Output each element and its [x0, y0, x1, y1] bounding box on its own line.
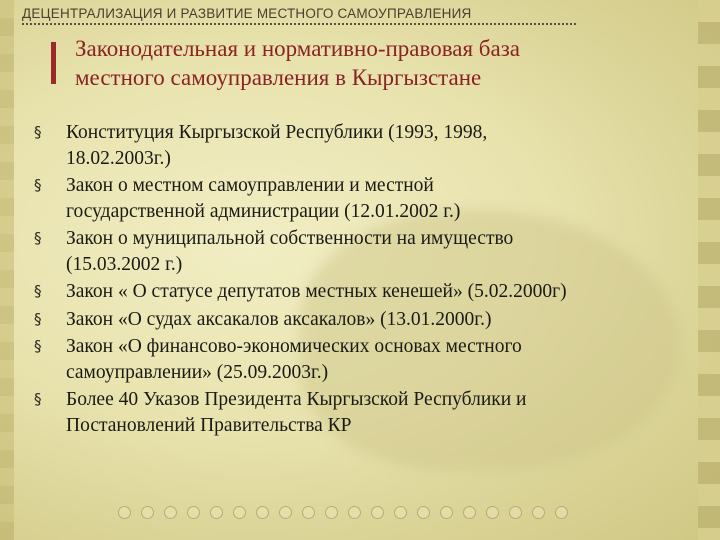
circle-icon [325, 506, 338, 519]
circle-icon [532, 506, 545, 519]
list-item-line: государственной администрации (12.01.2002 г.) [66, 200, 461, 222]
slide-title-line-2: местного самоуправления в Кыргызстане [75, 65, 482, 90]
slide-title [75, 34, 695, 92]
bullet-icon: § [34, 337, 42, 355]
circle-icon [118, 506, 131, 519]
list-item-line: Закон о муниципальной собственности на имущество [66, 228, 514, 249]
circle-icon [394, 506, 407, 519]
bullet-icon: § [34, 282, 42, 300]
bullet-icon: § [34, 309, 42, 328]
bullet-icon: § [34, 123, 42, 141]
list-item-line: Закон о местном самоуправлении и местной [66, 175, 434, 196]
list-item-line: Закон «О судах аксакалов аксакалов» (13.01.2000г.) [66, 308, 492, 330]
title-accent-bar [51, 42, 56, 84]
header-title: ДЕЦЕНТРАЛИЗАЦИЯ И РАЗВИТИЕ МЕСТНОГО САМОУПРАВЛЕНИЯ [22, 6, 472, 21]
list-item [34, 334, 714, 385]
circle-icon [256, 506, 269, 519]
list-item-line: Закон «О финансово-экономических основах местного [66, 336, 522, 357]
circle-icon [141, 506, 154, 519]
bullet-icon: § [34, 229, 42, 247]
circle-icon [348, 506, 361, 519]
circle-icon [371, 506, 384, 519]
list-item [34, 279, 714, 305]
list-item-line: (15.03.2002 г.) [66, 253, 183, 275]
bullet-icon: § [34, 390, 42, 408]
circle-icon [164, 506, 177, 519]
list-item [34, 173, 714, 224]
list-item-line: Закон « О статусе депутатов местных кенешей» (5.02.2000г) [66, 281, 567, 302]
bullet-icon: § [34, 176, 42, 194]
list-item [34, 120, 714, 171]
circle-icon [302, 506, 315, 519]
left-decorative-strip [0, 0, 14, 540]
list-item-line: Постановлений Правительства КР [66, 414, 352, 436]
list-item [34, 226, 714, 277]
legislation-list [34, 120, 714, 440]
circle-icon [463, 506, 476, 519]
list-item-line: Более 40 Указов Президента Кыргызской Республики и [66, 389, 527, 410]
circle-icon [509, 506, 522, 519]
circle-icon [233, 506, 246, 519]
list-item-line: Конституция Кыргызской Республики (1993, 1998, [66, 122, 488, 143]
circle-icon [210, 506, 223, 519]
circle-icon [279, 506, 292, 519]
decorative-circle-row [118, 506, 568, 520]
circle-icon [417, 506, 430, 519]
circle-icon [187, 506, 200, 519]
list-item [34, 387, 714, 438]
list-item-line: самоуправлении» (25.09.2003г.) [66, 361, 329, 383]
header-dotted-underline [22, 23, 577, 25]
list-item-line: 18.02.2003г.) [66, 147, 171, 169]
circle-icon [555, 506, 568, 519]
circle-icon [440, 506, 453, 519]
list-item [34, 307, 714, 333]
circle-icon [486, 506, 499, 519]
slide-title-line-1: Законодательная и нормативно-правовая база [75, 36, 521, 61]
